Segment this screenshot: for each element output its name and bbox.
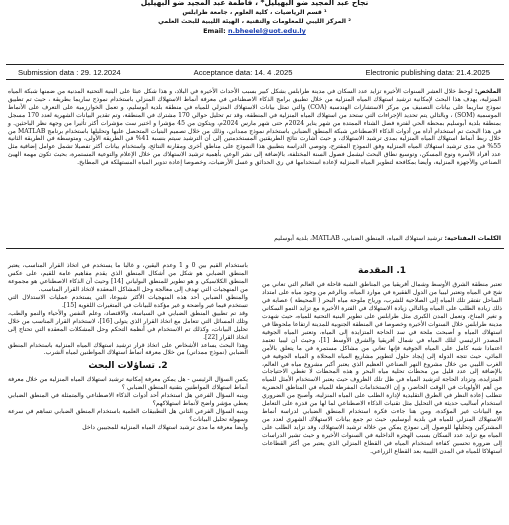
left-paragraph-8: وأيضا معرفة ما مدى ترشيد استهلاك المياه المنزلية للمجيبين داخل bbox=[82, 424, 248, 432]
affiliation-1: ¹ قسم الرياضيات ، كلية العلوم ، جامعة طرابلس bbox=[182, 9, 327, 16]
left-paragraph-5: يكمن السؤال الرئيسي - هل يمكن معرفة إمكانية ترشيد استهلاك المياه المنزلية من خلال معرفة أنماط استهلاك المواطنين بتقنية المنطق الضبابي ؟ bbox=[8, 376, 248, 392]
affiliation-2: ² المركز الليبي للمعلومات والتقنية ، الهيئة الليبية للبحث العلمي bbox=[158, 18, 351, 25]
intro-paragraph: تعتبر منطقة الشرق الأوسط وشمال أفريقيا من المناطق الشبه قاحلة في العالم التي تعاني من شح في المياه وتعتبر ليبيا من الدول الفقيرة في موارد المياه، وبالرغم من وجود مياه على امتداد الساحل تفتقر تلك المياه إلى الصلاحية للشرب، ورياح ملوحة مياه البحر ( المحيطة ) عصابة في ذلك زيادة الطلب على المياه وبالتالي زيادة الاستهلاك في الفترة الأخيرة مع تزايد النمو السكاني و تغير المناخ، وتعمل المدن الكبرى مثل طرابلس على تطوير البنية التحتية للمياه، حيث شهدت مدينة طرابلس خلال السنوات الأخيرة وخصوصا في المنطقة الجنوبية للمدينة ارتفاعا ملحوظا في استهلاك المياه و أصبحت ملحة في سد الحاجة المتزايدة إلى المياه، وتعتبر المياه الجوفية المصدر الرئيسي لتلك المياه في شمال أفريقيا والشرق الأوسط [1]، وحيث أن ليبيا تعتمد اعتمادا شبه كامل على المياه الجوفية فإنها تعاني من مشاكل مستمرة في ما يتعلق بالأمن المائي، حيث تتجه الدولة إلى إيجاد حلول لتطوير مشاريع المياه المحلاة و المياه الجوفية في الغرب الليبي من خلال مشروع النهر الصناعي العظيم الذي يعتبر أكبر مشروع مياه في العالم، بالإضافة إلى عدد قليل من محطات تحلية مياه البحر و هذه المحطات لا تغطي الاحتياجات المتزايدة، وتزداد الحاجة لترشيد المياه في ظل تلك الظروف حيث يعتبر الاستخدام الأمثل للمياه من أهم الأولويات في الوقت الحاضر، و إن الاستخدامات المفرطة للمياه في المناطق الحضرية تتطلب إعادة النظر في الطرق التقليدية لإدارة الطلب على المياه المنزلية، وأصبح من الضروري استخدام أساليب حديثة في التحليل مثل تقنيات الذكاء الاصطناعي لما لها من قدرة على التعامل مع البيانات غير المؤكدة، ومن هنا جاءت فكرة استخدام المنطق الضبابي لدراسة أنماط الاستهلاك المنزلي للمياه في بلدية أبوسليم، حيث تم جمع بيانات الاستهلاك الشهري لعدد من المشتركين وتحليلها للوصول إلى نموذج يمكن من خلاله ترشيد الاستهلاك، وقد تزايد الطلب على المياه مع تزايد عدد السكان بسبب الهجرة الداخلية في السنوات الأخيرة و حيث تشير الدراسات إلى ضرورة تحسين كفاءة استخدام المياه في القطاع المنزلي الذي يعتبر من أكثر القطاعات استهلاكا للمياه في المدن الليبية بعد القطاع الزراعي. bbox=[262, 281, 503, 456]
paper-header bbox=[0, 0, 509, 36]
abstract-label: الملخص: bbox=[474, 88, 501, 95]
keywords bbox=[8, 235, 501, 243]
keywords-label: الكلمات المفتاحية: bbox=[444, 235, 501, 242]
left-column bbox=[8, 262, 248, 432]
intro-title: المقدمة bbox=[357, 266, 394, 276]
keywords-text: ترشيد استهلاك المياه، المنطق الضبابي، MATLAB، بلدية أبوسليم bbox=[274, 235, 443, 242]
left-paragraph-2: والمنطق الضبابي أحد هذه المنهجيات الأكثر شيوعا، التي يستخدم عمليات الاستدلال التي تستخدم قيما غير واضحة و غير مؤكدة للبيانات في المتغيرات اللغوية [15]. bbox=[8, 293, 248, 309]
right-column bbox=[262, 262, 502, 456]
left-paragraph-6: وينبه السؤال الفرعي هل استخدام أحد أدوات الذكاء الاصطناعي والمتمثلة في المنطق الضبابي يعطي مؤشر واضح لأنماط استهلاكهم؟ bbox=[8, 392, 248, 408]
questions-heading bbox=[8, 360, 248, 372]
email-label: Email: bbox=[203, 27, 226, 35]
dates-bar bbox=[6, 64, 504, 80]
questions-number: 2. bbox=[158, 361, 168, 372]
email-line bbox=[0, 26, 509, 36]
intro-heading bbox=[262, 265, 502, 277]
left-paragraph-4: وهذا البحث يساعد الأشخاص على اتخاذ قرار ترشيد استهلاك المياه المنزلية باستخدام المنطق الضبابي (نموذج ممداني) من خلال معرفة أنماط استهلاك المواطنين لمياه الشرب. bbox=[8, 341, 248, 357]
questions-title: تساؤلات البحث bbox=[88, 361, 155, 372]
left-paragraph-3: وقد تم تطبيق المنطق الضبابي في السياسة، والاقتصاد، وعلم النفس والأحياء والنمو والطب، وتلك المسائل التي تتعامل مع اتخاذ القرار الذي يتولى [16]، لاستخدام القرار المناسب من خلال تحليل البيانات، وكذلك تم الاستخدام في أنظمة التحكم وحل المشكلات المعقدة التي تحتاج إلى اتخاذ القرار [22]. bbox=[8, 309, 249, 341]
left-paragraph-1: باستخدام القيم بين 0 و 1 وعدم اليقين، و غالبا ما يستخدم في اتخاذ القرار المناسب، يعتبر المنطق الضبابي هو شكل من أشكال المنطق الذي يقدم مفاهيم عامة للقيم، على عكس المنطق الكلاسيكي و هو تطوير للمنطق البولياني [14] وحيث أن الذكاء الاصطناعي هو مجموعة من المنهجيات التي تهدف إلى معالجة وحل المشاكل المعقدة لاتخاذ القرار المناسب. bbox=[8, 262, 248, 293]
intro-number: 1. bbox=[396, 266, 407, 276]
submission-date: Submission data : 29. 12.2024 bbox=[18, 67, 121, 77]
email-link[interactable]: n.bheelel@uot.edu.ly bbox=[228, 27, 306, 35]
abstract bbox=[8, 88, 501, 167]
authors-line: نجاح عبد المجيد ضو البهيليل* ، فاطمة عبد المجيد ضو البهيليل bbox=[140, 0, 369, 7]
acceptance-date: Acceptance data: 14. 4 .2025 bbox=[193, 67, 293, 77]
abstract-text: لوحظ خلال العشر السنوات الأخيرة تزايد عدد السكان في مدينة طرابلس بشكل كبير بسبب الأحداث الأخيرة في البلاد، و هذا شكل عبئا على البنية التحتية المدنية من ضمنها شبكة المياه المنزلية، يهدف هذا البحث لإمكانية ترشيد استهلاك المياه المنزلية من خلال تطبيق برامج الذكاء الاصطناعي في معرفة أنماط الاستهلاك المنزلي باستخدام نموذج ساريما بطريقة ، حيث تم تطبيق نموذج ساريما على بيانات التصنيف من مركز الاستشارات الهندسية (COA) والتي تمثل بيانات الاستهلاك المنزلي للمياه في منطقة بلدية أبوسليم، و تعمل الخوارزمية على التعرف على الأنماط الموسمية (SOM) ، وبالتالي يتم تحديد الإجراءات التي ستحد من استهلاك المياه المنزلية في المنطقة، وقد تم تحليل حوالي 170 مشترك في المنطقة، وتم تقدير البيانات الشهرية لعدد 170 مسجل بمنطقة بلدية أبوسليم بمحطة الحي لفترة فصل الشتاء الممتدة من شهر يناير 2024م حتى شهر مارس 2024م، ويتكون من 45 مؤشرا و اختير ست مؤشرات أكثر تأثيرا من وجهة نظر الباحثين. و في هذا البحث تم استخدام أداة من أدوات الذكاء الاصطناعي شبكة المنطق الضبابي باستخدام نموذج ممداني، وذلك من خلال تصميم البنيات المتحصل عليها وتحليلها باستخدام برنامج MATLAB من خلال ربط أنماط استهلاك المياه المنزلية بمدى ترشيد الاستهلاك، و حيث أشارت نتائج الطريقتين المستخدمتين إلى أن الترشيد سيتم بنسبة 41% في الطريقة الأولى، ومتوسطة في الطريقة الثانية 55% في مدى ترشيد استهلاك المياه المنزلية وفق النموذج المقترح، وتوصي الدراسة بتطبيق هذا النموذج على مناطق أخرى ومقارنة النتائج، واستخدام بيانات أكثر تفصيلا تشمل عوامل إضافية مثل عدد أفراد الأسرة ونوع المسكن، وتوسيع نطاق البحث ليشمل فصول السنة المختلفة، بالإضافة إلى نشر الوعي بأهمية ترشيد الاستهلاك من خلال الإعلام والتوعية المستمرة، بحيث تكون مهمة الهيئ الصناعي والأجهزة المنزلية، وأيضا بمكافحة لتطوير المياه المنزلية لإعادة استخدامها في ري الحدائق و غسل الأرضيات، وخصوصا إعادة تدوير المياه المستهلكة في المطابخ. bbox=[8, 88, 502, 167]
section-divider bbox=[6, 248, 504, 249]
left-paragraph-7: وينبه السؤال الفرعي الثاني هل التطبيقات العلمية باستخدام المنطق الضبابي تساهم في سرعة وسهولة تحليل البيانات؟ bbox=[8, 408, 248, 424]
publication-date: Electronic publishing data: 21.4.2025 bbox=[365, 67, 490, 77]
